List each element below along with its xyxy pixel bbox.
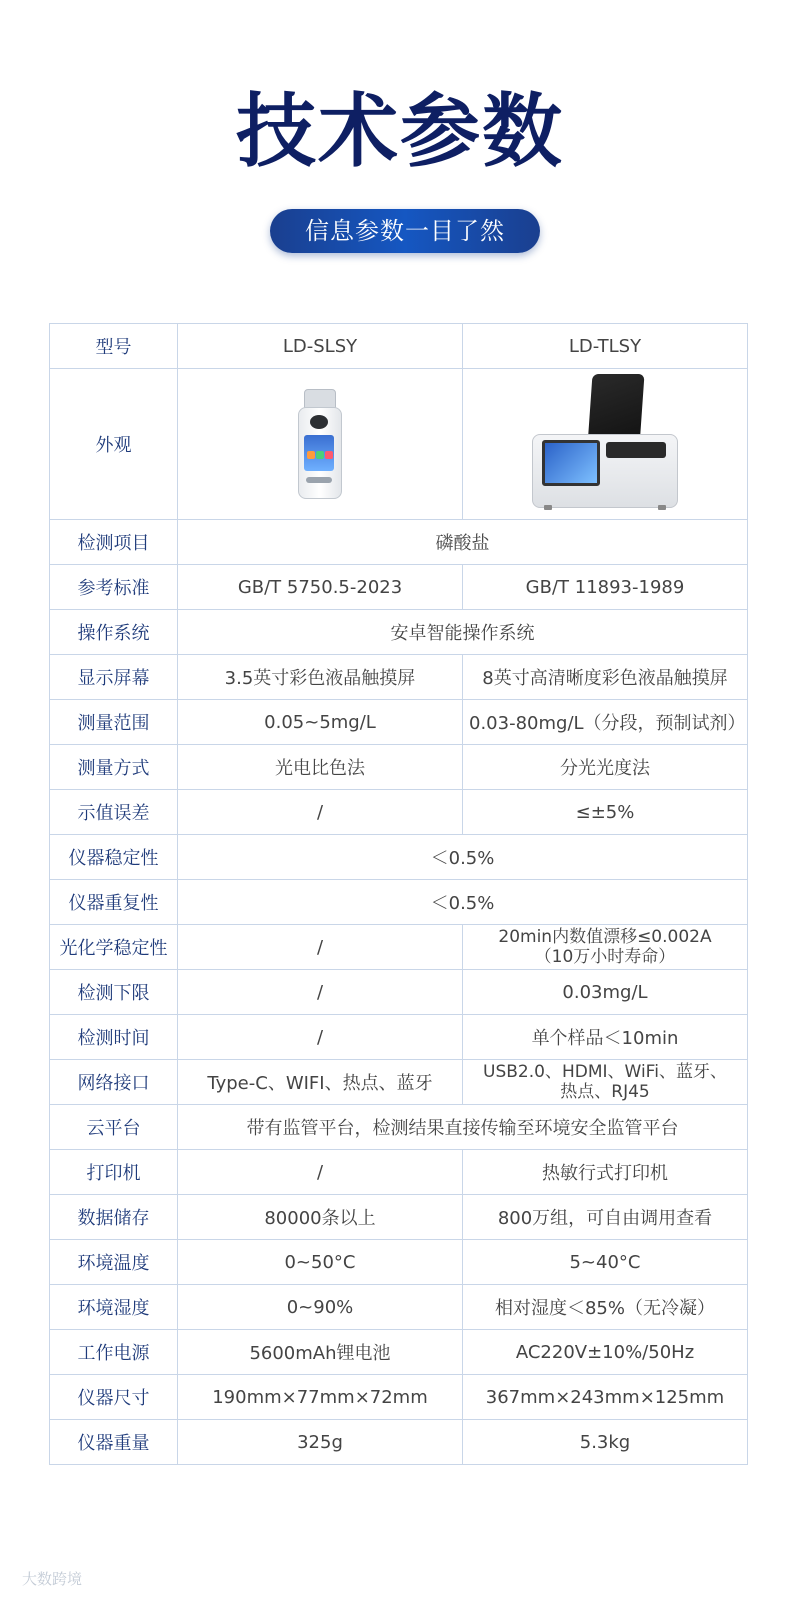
row-label: 外观	[50, 369, 178, 520]
device-image-cell-1	[178, 369, 463, 520]
device-image-cell-2	[463, 369, 748, 520]
model2-value-cell: 367mm×243mm×125mm	[463, 1375, 748, 1420]
model2-value-cell: 8英寸高清晰度彩色液晶触摸屏	[463, 655, 748, 700]
table-row	[50, 700, 748, 745]
model2-value-cell	[463, 1060, 748, 1105]
model1-value-cell: 80000条以上	[178, 1195, 463, 1240]
model2-value-cell: 单个样品＜10min	[463, 1015, 748, 1060]
model1-value-cell: 0~50°C	[178, 1240, 463, 1285]
model1-value-cell: 3.5英寸彩色液晶触摸屏	[178, 655, 463, 700]
row-label: 检测项目	[50, 520, 178, 565]
merged-value-cell: 安卓智能操作系统	[178, 610, 748, 655]
merged-value-cell: ＜0.5%	[178, 880, 748, 925]
row-label: 检测时间	[50, 1015, 178, 1060]
model1-value-cell: 5600mAh锂电池	[178, 1330, 463, 1375]
table-row	[50, 565, 748, 610]
table-row	[50, 1015, 748, 1060]
row-label: 云平台	[50, 1105, 178, 1150]
table-row	[50, 1240, 748, 1285]
model2-value-cell: 5.3kg	[463, 1420, 748, 1465]
model1-value-cell: Type-C、WIFI、热点、蓝牙	[178, 1060, 463, 1105]
model1-value-cell: GB/T 5750.5-2023	[178, 565, 463, 610]
model1-value-cell: /	[178, 1150, 463, 1195]
model1-value-cell: 325g	[178, 1420, 463, 1465]
model2-value-cell: GB/T 11893-1989	[463, 565, 748, 610]
table-row	[50, 1060, 748, 1105]
model1-value-cell: 光电比色法	[178, 745, 463, 790]
appearance-row	[50, 369, 748, 520]
row-label: 操作系统	[50, 610, 178, 655]
row-label: 仪器重复性	[50, 880, 178, 925]
handheld-analyzer-image	[298, 389, 342, 499]
row-label: 环境温度	[50, 1240, 178, 1285]
model2-value-cell: 0.03-80mg/L（分段，预制试剂）	[463, 700, 748, 745]
model1-value-cell: /	[178, 790, 463, 835]
cell-line: 20min内数值漂移≤0.002A	[498, 927, 712, 947]
page-title: 技术参数	[236, 85, 564, 178]
model2-value-cell: 0.03mg/L	[463, 970, 748, 1015]
model2-value-cell: 热敏行式打印机	[463, 1150, 748, 1195]
model1-value-cell: 0~90%	[178, 1285, 463, 1330]
model1-value-cell: /	[178, 1015, 463, 1060]
model2-value-cell: 800万组，可自由调用查看	[463, 1195, 748, 1240]
subtitle-pill: 信息参数一目了然	[270, 209, 540, 253]
watermark: 大数跨境	[22, 1570, 83, 1588]
table-row	[50, 790, 748, 835]
table-row	[50, 880, 748, 925]
merged-value-cell: ＜0.5%	[178, 835, 748, 880]
table-row	[50, 610, 748, 655]
model2-value-cell: 分光光度法	[463, 745, 748, 790]
merged-value-cell: 磷酸盐	[178, 520, 748, 565]
table-row	[50, 1330, 748, 1375]
model2-value-cell: 相对湿度＜85%（无冷凝）	[463, 1285, 748, 1330]
row-label: 光化学稳定性	[50, 925, 178, 970]
table-row	[50, 745, 748, 790]
model2-value-cell: 5~40°C	[463, 1240, 748, 1285]
row-label: 测量方式	[50, 745, 178, 790]
table-row	[50, 1105, 748, 1150]
row-label: 仪器尺寸	[50, 1375, 178, 1420]
table-row	[50, 1285, 748, 1330]
table-row	[50, 520, 748, 565]
row-label: 工作电源	[50, 1330, 178, 1375]
model1-value-cell: /	[178, 925, 463, 970]
row-label: 测量范围	[50, 700, 178, 745]
model1-value-cell: 0.05~5mg/L	[178, 700, 463, 745]
model-name-2: LD-TLSY	[463, 324, 748, 369]
table-row	[50, 655, 748, 700]
merged-value-cell: 带有监管平台，检测结果直接传输至环境安全监管平台	[178, 1105, 748, 1150]
row-label: 仪器重量	[50, 1420, 178, 1465]
spec-table	[49, 323, 748, 1465]
row-label: 环境湿度	[50, 1285, 178, 1330]
row-label: 仪器稳定性	[50, 835, 178, 880]
benchtop-analyzer-image	[530, 374, 680, 514]
row-label: 数据储存	[50, 1195, 178, 1240]
row-label: 示值误差	[50, 790, 178, 835]
model1-value-cell: 190mm×77mm×72mm	[178, 1375, 463, 1420]
model1-value-cell: /	[178, 970, 463, 1015]
table-row	[50, 1150, 748, 1195]
row-label: 打印机	[50, 1150, 178, 1195]
table-header-row	[50, 324, 748, 369]
row-label: 检测下限	[50, 970, 178, 1015]
row-label: 显示屏幕	[50, 655, 178, 700]
model2-value-cell: ≤±5%	[463, 790, 748, 835]
model-name-1: LD-SLSY	[178, 324, 463, 369]
table-row	[50, 970, 748, 1015]
row-label: 网络接口	[50, 1060, 178, 1105]
cell-line: 热点、RJ45	[560, 1082, 650, 1102]
model2-value-cell	[463, 925, 748, 970]
cell-line: USB2.0、HDMI、WiFi、蓝牙、	[483, 1062, 727, 1082]
row-label: 参考标准	[50, 565, 178, 610]
table-row	[50, 835, 748, 880]
cell-line: （10万小时寿命）	[534, 947, 676, 967]
model2-value-cell: AC220V±10%/50Hz	[463, 1330, 748, 1375]
row-label: 型号	[50, 324, 178, 369]
table-row	[50, 1195, 748, 1240]
table-row	[50, 1375, 748, 1420]
table-row	[50, 1420, 748, 1465]
table-row	[50, 925, 748, 970]
